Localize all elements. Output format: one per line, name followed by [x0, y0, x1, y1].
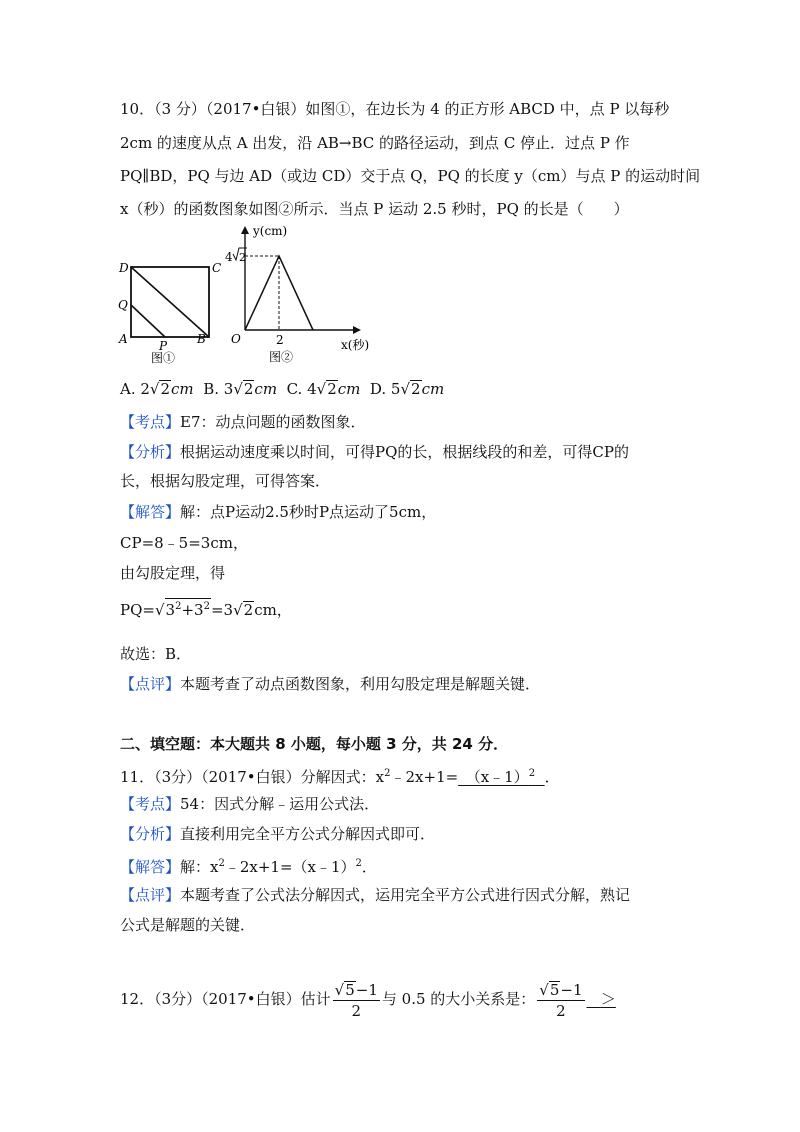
- segment-pq: [131, 305, 165, 337]
- label-d: D: [119, 261, 129, 275]
- y-axis-label: y(cm): [253, 224, 288, 238]
- section-2-heading: 二、填空题：本大题共 8 小题，每小题 3 分，共 24 分．: [120, 735, 509, 753]
- q10-fenxi: 【分析】根据运动速度乘以时间，可得PQ的长，根据线段的和差，可得CP的: [120, 443, 629, 461]
- label-c: C: [212, 261, 222, 275]
- q10-choose: 故选：B．: [120, 645, 192, 663]
- q10-line-4: x（秒）的函数图象如图②所示．当点 P 运动 2.5 秒时，PQ 的长是（ ）: [120, 200, 629, 218]
- q10-line-1: 10．（3 分）（2017•白银）如图①，在边长为 4 的正方形 ABCD 中，点 P 以每秒: [120, 100, 670, 118]
- q10-jieda: 【解答】解：点P运动2.5秒时P点运动了5cm，: [120, 503, 437, 521]
- option-d: D. 5√2cm: [369, 380, 445, 398]
- q11-dianping-2: 公式是解题的关键．: [120, 916, 256, 934]
- q11-dianping: 【点评】本题考查了公式法分解因式，运用完全平方公式进行因式分解，熟记: [120, 886, 631, 904]
- label-b: B: [197, 332, 206, 346]
- q12-fraction: $\frac{√5-1}{2}$: [334, 980, 378, 1020]
- y-tick-4: 4: [225, 250, 233, 264]
- figure-2-graph: [225, 222, 385, 367]
- q10-line-2: 2cm 的速度从点 A 出发，沿 AB→BC 的路径运动，到点 C 停止．过点 P 作: [120, 134, 630, 152]
- diagonal-bd: [131, 267, 209, 337]
- q10-options: [120, 378, 444, 400]
- q10-kaodian: 【考点】E7：动点问题的函数图象．: [120, 413, 366, 431]
- q10-fenxi-2: 长，根据勾股定理，可得答案．: [120, 472, 331, 490]
- figure-2-caption: 图②: [269, 350, 294, 364]
- q10-jieda-2: CP=8﹣5=3cm，: [120, 534, 248, 552]
- label-q: Q: [118, 298, 128, 312]
- q11-jieda: 【解答】解：$x^2﹣2x+1=(x﹣1)^2$．: [120, 858, 377, 876]
- q12-fraction-answer: $\frac{√5-1}{2}$: [539, 980, 583, 1020]
- figure-1-square: [115, 255, 225, 365]
- figure-1-caption: 图①: [151, 351, 176, 365]
- x-axis-arrow: [353, 326, 361, 334]
- q10-dianping: 【点评】本题考查了动点函数图象，利用勾股定理是解题关键．: [120, 675, 541, 693]
- q11-kaodian: 【考点】54：因式分解﹣运用公式法．: [120, 795, 380, 813]
- q10-line-3: PQ∥BD，PQ 与边 AD（或边 CD）交于点 Q，PQ 的长度 y（cm）与点 P 的运动时间: [120, 167, 701, 185]
- q11-stem: 11．（3分）（2017•白银）分解因式：$x^2﹣2x+1=$ （x﹣1）$^2$ ．: [120, 768, 560, 786]
- q12-stem: 12．（3分）（2017•白银）估计 $\frac{√5-1}{2}$ 与 0.5 的大小关系是： $\frac{√5-1}{2}$ ＞: [120, 980, 616, 1020]
- x-axis-label: x(秒): [341, 338, 370, 352]
- q10-jieda-3: 由勾股定理，得: [120, 564, 226, 582]
- origin-label: O: [231, 332, 241, 346]
- option-c: C. 4√2cm: [286, 380, 361, 398]
- q12-answer: ＞: [600, 990, 616, 1008]
- q11-answer: （x﹣1）$^2$: [458, 768, 536, 786]
- option-b: B. 3√2cm: [203, 380, 278, 398]
- q11-fenxi: 【分析】直接利用完全平方公式分解因式即可．: [120, 825, 436, 843]
- pq-radicand: $3^2+3^2$: [165, 598, 211, 618]
- label-a: A: [119, 332, 128, 346]
- x-tick-2: 2: [276, 333, 284, 347]
- y-axis-arrow: [241, 226, 249, 234]
- label-p: P: [159, 339, 168, 353]
- option-a: A. 2√2cm: [120, 380, 194, 398]
- q10-pq-formula: $PQ=√3^2+3^2=3√2cm$，: [120, 598, 292, 621]
- y-tick-root: 2: [239, 251, 246, 264]
